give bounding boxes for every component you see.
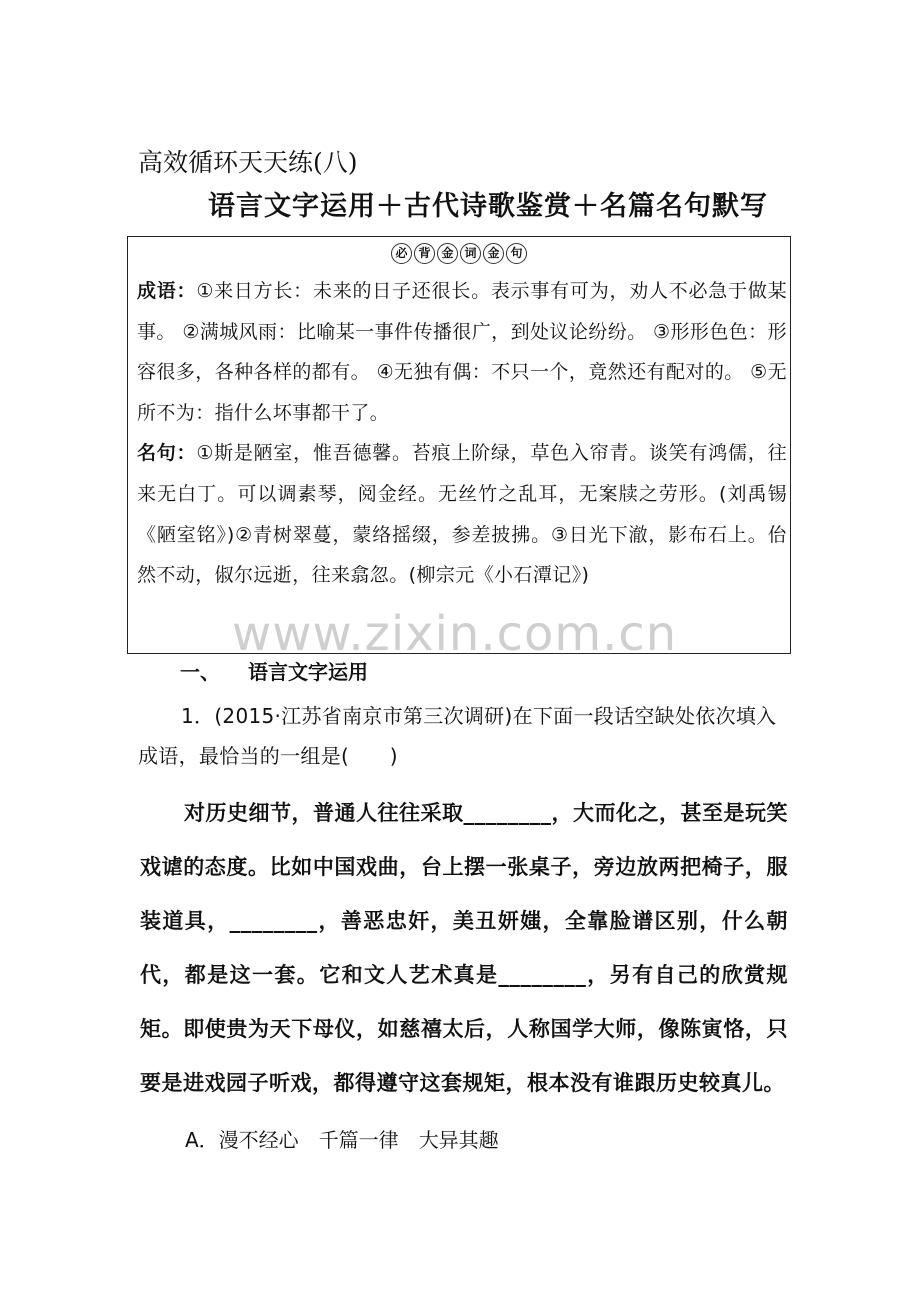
- option-a-choice-1: A．漫不经心: [185, 1128, 299, 1152]
- quotes-text: ①斯是陋室，惟吾德馨。苔痕上阶绿，草色入帘青。谈笑有鸿儒，往来无白丁。可以调素琴，阅金经。无丝竹之乱耳，无案牍之劳形。(刘禹锡《陋室铭》)②青树翠蔓，蒙络摇缀，参差披拂。③日光下澈，影布石上。佁然不动，俶尔远逝，往来翕忽。(柳宗元《小石潭记》): [137, 442, 787, 587]
- badge-char: 必: [391, 243, 412, 264]
- question-1: [138, 696, 788, 776]
- memorize-box: [127, 236, 791, 654]
- quotes-paragraph: [137, 433, 787, 595]
- badge-char: 句: [506, 243, 527, 264]
- option-a-choice-3: 大异其趣: [418, 1128, 499, 1152]
- passage-text: 对历史细节，普通人往往采取________，大而化之，甚至是玩笑戏谑的态度。比如中国戏曲，台上摆一张桌子，旁边放两把椅子，服装道具，________，善恶忠奸，美丑妍媸，全靠脸谱区别，什么朝代，都是这一套。它和文人艺术真是________，另有自己的欣赏规矩。即使贵为天下母仪，如慈禧太后，人称国学大师，像陈寅恪，只要是进戏园子听戏，都得遵守这套规矩，根本没有谁跟历史较真儿。: [140, 801, 788, 1095]
- question-text: 1．(2015·江苏省南京市第三次调研)在下面一段话空缺处依次填入成语，最恰当的一组是( ): [138, 704, 777, 768]
- idioms-paragraph: [137, 271, 787, 433]
- section-heading: [180, 656, 368, 685]
- section-title: 语言文字运用: [248, 660, 368, 684]
- memorize-content: [137, 271, 787, 596]
- badge-row: [128, 243, 790, 264]
- badge-char: 词: [460, 243, 481, 264]
- passage: [140, 786, 788, 1110]
- idioms-label: 成语：: [137, 280, 197, 302]
- page-subtitle: 语言文字运用＋古代诗歌鉴赏＋名篇名句默写: [208, 191, 768, 222]
- badge-char: 金: [437, 243, 458, 264]
- quotes-label: 名句：: [137, 442, 197, 465]
- section-number: 一、: [180, 660, 220, 684]
- page-title: 高效循环天天练(八): [138, 148, 358, 177]
- option-a-choice-2: 千篇一律: [318, 1128, 399, 1152]
- idioms-text: ①来日方长：未来的日子还很长。表示事有可为，劝人不必急于做某事。 ②满城风雨：比喻某一事件传播很广，到处议论纷纷。 ③形形色色：形容很多，各种各样的都有。 ④无独有偶：不只一个，竟然还有配对的。 ⑤无所不为：指什么坏事都干了。: [137, 280, 787, 424]
- watermark: www.zixin.com.cn: [232, 606, 678, 662]
- badge-char: 背: [414, 243, 435, 264]
- badge-char: 金: [483, 243, 504, 264]
- option-a: [185, 1124, 499, 1153]
